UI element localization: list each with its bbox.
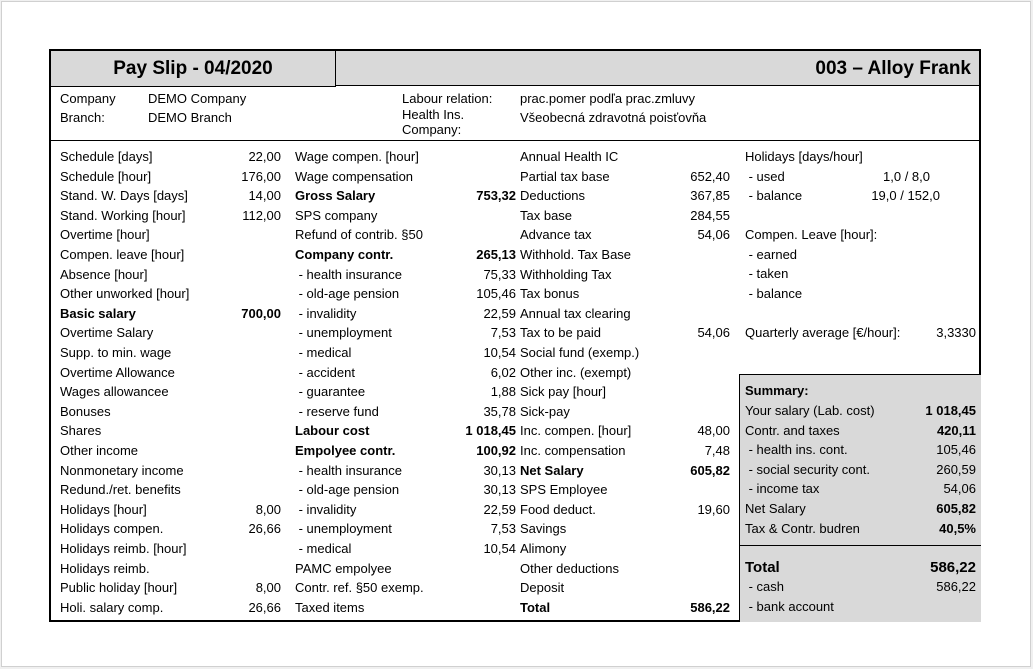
col2-row-value: 100,92: [476, 443, 516, 458]
health-ins-label: Health Ins.: [402, 107, 465, 122]
col3-row-label: Advance tax: [520, 227, 592, 242]
col2-row-value: 1 018,45: [465, 423, 516, 438]
col1-row-label: Supp. to min. wage: [60, 345, 172, 360]
branch-label: Branch:: [60, 110, 105, 125]
col2-row-value: 30,13: [483, 463, 516, 478]
col3-row-value: 284,55: [690, 208, 730, 223]
col2-row-value: 1,88: [490, 384, 516, 399]
compen-earned-label: - earned: [745, 247, 798, 262]
col2-row-label: - accident: [295, 365, 355, 380]
holidays-balance-label: - balance: [745, 188, 803, 203]
col1-row-label: Stand. W. Days [days]: [60, 188, 188, 203]
health-ins-label-2: Company:: [402, 122, 462, 137]
col2-row-value: 22,59: [483, 306, 516, 321]
col1-row-label: Overtime [hour]: [60, 227, 150, 242]
quarterly-average-value: 3,3330: [936, 325, 976, 340]
col3-row-label: Alimony: [520, 541, 567, 556]
col2-row-label: Contr. ref. §50 exemp.: [295, 580, 424, 595]
col1-row-value: 26,66: [248, 600, 281, 615]
col3-row-label: Sick pay [hour]: [520, 384, 606, 399]
col1-row-label: Schedule [days]: [60, 149, 153, 164]
col3-row-label: Tax base: [520, 208, 573, 223]
col1-row-label: Absence [hour]: [60, 267, 148, 282]
col1-row-value: 112,00: [242, 208, 281, 223]
col2-row-value: 105,46: [476, 286, 516, 301]
col2-row-label: - medical: [295, 345, 352, 360]
col2-row-value: 7,53: [490, 521, 516, 536]
col1-row-label: Other unworked [hour]: [60, 286, 190, 301]
info-section: [51, 86, 979, 141]
col1-row-value: 700,00: [241, 306, 281, 321]
summary-row-value: 40,5%: [939, 521, 976, 536]
col2-row-value: 35,78: [483, 404, 516, 419]
col2-row-value: 75,33: [483, 267, 516, 282]
col3-row-label: SPS Employee: [520, 482, 608, 497]
col3-row-label: Net Salary: [520, 463, 584, 478]
col1-row-label: Schedule [hour]: [60, 169, 152, 184]
col1-row-label: Holidays reimb. [hour]: [60, 541, 187, 556]
col1-row-label: Holidays [hour]: [60, 502, 147, 517]
summary-row-value: 105,46: [936, 442, 976, 457]
col1-row-label: Holidays reimb.: [60, 561, 150, 576]
total-value: 586,22: [930, 559, 976, 576]
col3-row-label: Food deduct.: [520, 502, 596, 517]
summary-row-value: 605,82: [936, 501, 976, 516]
col3-row-label: Inc. compen. [hour]: [520, 423, 632, 438]
col1-row-label: Shares: [60, 423, 102, 438]
col3-row-label: Other inc. (exempt): [520, 365, 632, 380]
compen-leave-title: Compen. Leave [hour]:: [745, 227, 878, 242]
col3-row-label: Tax to be paid: [520, 325, 601, 340]
summary-row-value: 420,11: [936, 423, 976, 438]
col3-row-label: Withhold. Tax Base: [520, 247, 632, 262]
col1-row-label: Redund./ret. benefits: [60, 482, 181, 497]
col2-row-label: Company contr.: [295, 247, 394, 262]
col3-row-value: 7,48: [704, 443, 730, 458]
col3-row-label: Total: [520, 600, 551, 615]
pay-slip-title: Pay Slip - 04/2020: [51, 51, 336, 87]
col3-row-value: 652,40: [690, 169, 730, 184]
col2-row-label: Wage compen. [hour]: [295, 149, 419, 164]
labour-relation-label: Labour relation:: [402, 91, 493, 106]
col1-row-label: Compen. leave [hour]: [60, 247, 185, 262]
col3-row-label: Sick-pay: [520, 404, 570, 419]
col2-row-label: - old-age pension: [295, 286, 400, 301]
col2-row-label: Empolyee contr.: [295, 443, 396, 458]
summary-row-label: Contr. and taxes: [745, 423, 840, 438]
col2-row-label: - invalidity: [295, 502, 357, 517]
col2-row-label: Taxed items: [295, 600, 365, 615]
summary-row-label: - income tax: [745, 481, 820, 496]
col2-row-label: - medical: [295, 541, 352, 556]
col1-row-value: 14,00: [248, 188, 281, 203]
summary-row-label: Your salary (Lab. cost): [745, 403, 875, 418]
col1-row-label: Holidays compen.: [60, 521, 164, 536]
col2-row-label: - health insurance: [295, 267, 402, 282]
col3-row-label: Withholding Tax: [520, 267, 612, 282]
summary-row-value: 1 018,45: [925, 403, 976, 418]
col1-row-label: Basic salary: [60, 306, 136, 321]
col2-row-label: - unemployment: [295, 521, 392, 536]
summary-row-value: 54,06: [943, 481, 976, 496]
col1-row-label: Nonmonetary income: [60, 463, 184, 478]
quarterly-average-label: Quarterly average [€/hour]:: [745, 325, 901, 340]
col2-row-label: Wage compensation: [295, 169, 414, 184]
total-label: Total: [745, 559, 780, 576]
col2-row-value: 753,32: [476, 188, 516, 203]
company-label: Company: [60, 91, 116, 106]
col1-row-value: 26,66: [248, 521, 281, 536]
col2-row-value: 10,54: [483, 541, 516, 556]
col3-row-value: 54,06: [697, 227, 730, 242]
col2-row-label: Labour cost: [295, 423, 370, 438]
col2-row-value: 22,59: [483, 502, 516, 517]
col2-row-label: - health insurance: [295, 463, 402, 478]
col2-row-label: Refund of contrib. §50: [295, 227, 423, 242]
col1-row-label: Stand. Working [hour]: [60, 208, 186, 223]
col3-row-label: Annual Health IC: [520, 149, 619, 164]
col1-row-label: Other income: [60, 443, 139, 458]
col1-row-label: Overtime Allowance: [60, 365, 175, 380]
col2-row-value: 10,54: [483, 345, 516, 360]
col3-row-value: 19,60: [697, 502, 730, 517]
col1-row-value: 176,00: [241, 169, 281, 184]
cash-value: 586,22: [936, 579, 976, 594]
col3-row-value: 48,00: [697, 423, 730, 438]
branch-value: DEMO Branch: [148, 110, 232, 125]
col2-row-label: PAMC empolyee: [295, 561, 392, 576]
col2-row-label: - unemployment: [295, 325, 392, 340]
compen-balance-label: - balance: [745, 286, 803, 301]
holidays-used-label: - used: [745, 169, 785, 184]
col1-row-value: 8,00: [255, 502, 281, 517]
cash-label: - cash: [745, 579, 785, 594]
col1-row-label: Holi. salary comp.: [60, 600, 164, 615]
col3-row-value: 367,85: [690, 188, 730, 203]
employee-name: 003 – Alloy Frank: [336, 51, 979, 86]
col3-row-value: 605,82: [690, 463, 730, 478]
health-ins-value: Všeobecná zdravotná poisťovňa: [520, 110, 707, 125]
col3-row-label: Savings: [520, 521, 567, 536]
col1-row-label: Bonuses: [60, 404, 111, 419]
summary-row-label: - social security cont.: [745, 462, 870, 477]
col3-row-label: Other deductions: [520, 561, 620, 576]
col3-row-label: Annual tax clearing: [520, 306, 631, 321]
col2-row-label: - invalidity: [295, 306, 357, 321]
col2-row-label: Gross Salary: [295, 188, 376, 203]
col1-row-value: 8,00: [255, 580, 281, 595]
col2-row-label: - old-age pension: [295, 482, 400, 497]
col3-row-label: Partial tax base: [520, 169, 610, 184]
col1-row-label: Wages allowancee: [60, 384, 169, 399]
col2-row-value: 265,13: [476, 247, 516, 262]
col3-row-label: Deductions: [520, 188, 586, 203]
col3-row-value: 54,06: [697, 325, 730, 340]
col3-row-label: Tax bonus: [520, 286, 580, 301]
col1-row-value: 22,00: [248, 149, 281, 164]
labour-relation-value: prac.pomer podľa prac.zmluvy: [520, 91, 696, 106]
col1-row-label: Overtime Salary: [60, 325, 154, 340]
col2-row-value: 7,53: [490, 325, 516, 340]
col1-row-label: Public holiday [hour]: [60, 580, 178, 595]
col2-row-value: 30,13: [483, 482, 516, 497]
holidays-title: Holidays [days/hour]: [745, 149, 863, 164]
col3-row-label: Social fund (exemp.): [520, 345, 640, 360]
col3-row-value: 586,22: [690, 600, 730, 615]
holidays-used-value: 1,0 / 8,0: [883, 169, 930, 184]
summary-row-label: Net Salary: [745, 501, 806, 516]
pay-slip: [49, 49, 981, 622]
col2-row-label: SPS company: [295, 208, 378, 223]
summary-title: Summary:: [745, 383, 809, 398]
summary-divider: [739, 545, 981, 546]
summary-row-value: 260,59: [936, 462, 976, 477]
compen-taken-label: - taken: [745, 266, 789, 281]
col2-row-value: 6,02: [490, 365, 516, 380]
holidays-balance-value: 19,0 / 152,0: [871, 188, 940, 203]
summary-row-label: Tax & Contr. budren: [745, 521, 860, 536]
col3-row-label: Inc. compensation: [520, 443, 626, 458]
col2-row-label: - reserve fund: [295, 404, 379, 419]
company-value: DEMO Company: [148, 91, 247, 106]
col3-row-label: Deposit: [520, 580, 565, 595]
col2-row-label: - guarantee: [295, 384, 366, 399]
bank-account-label: - bank account: [745, 599, 834, 614]
summary-row-label: - health ins. cont.: [745, 442, 848, 457]
